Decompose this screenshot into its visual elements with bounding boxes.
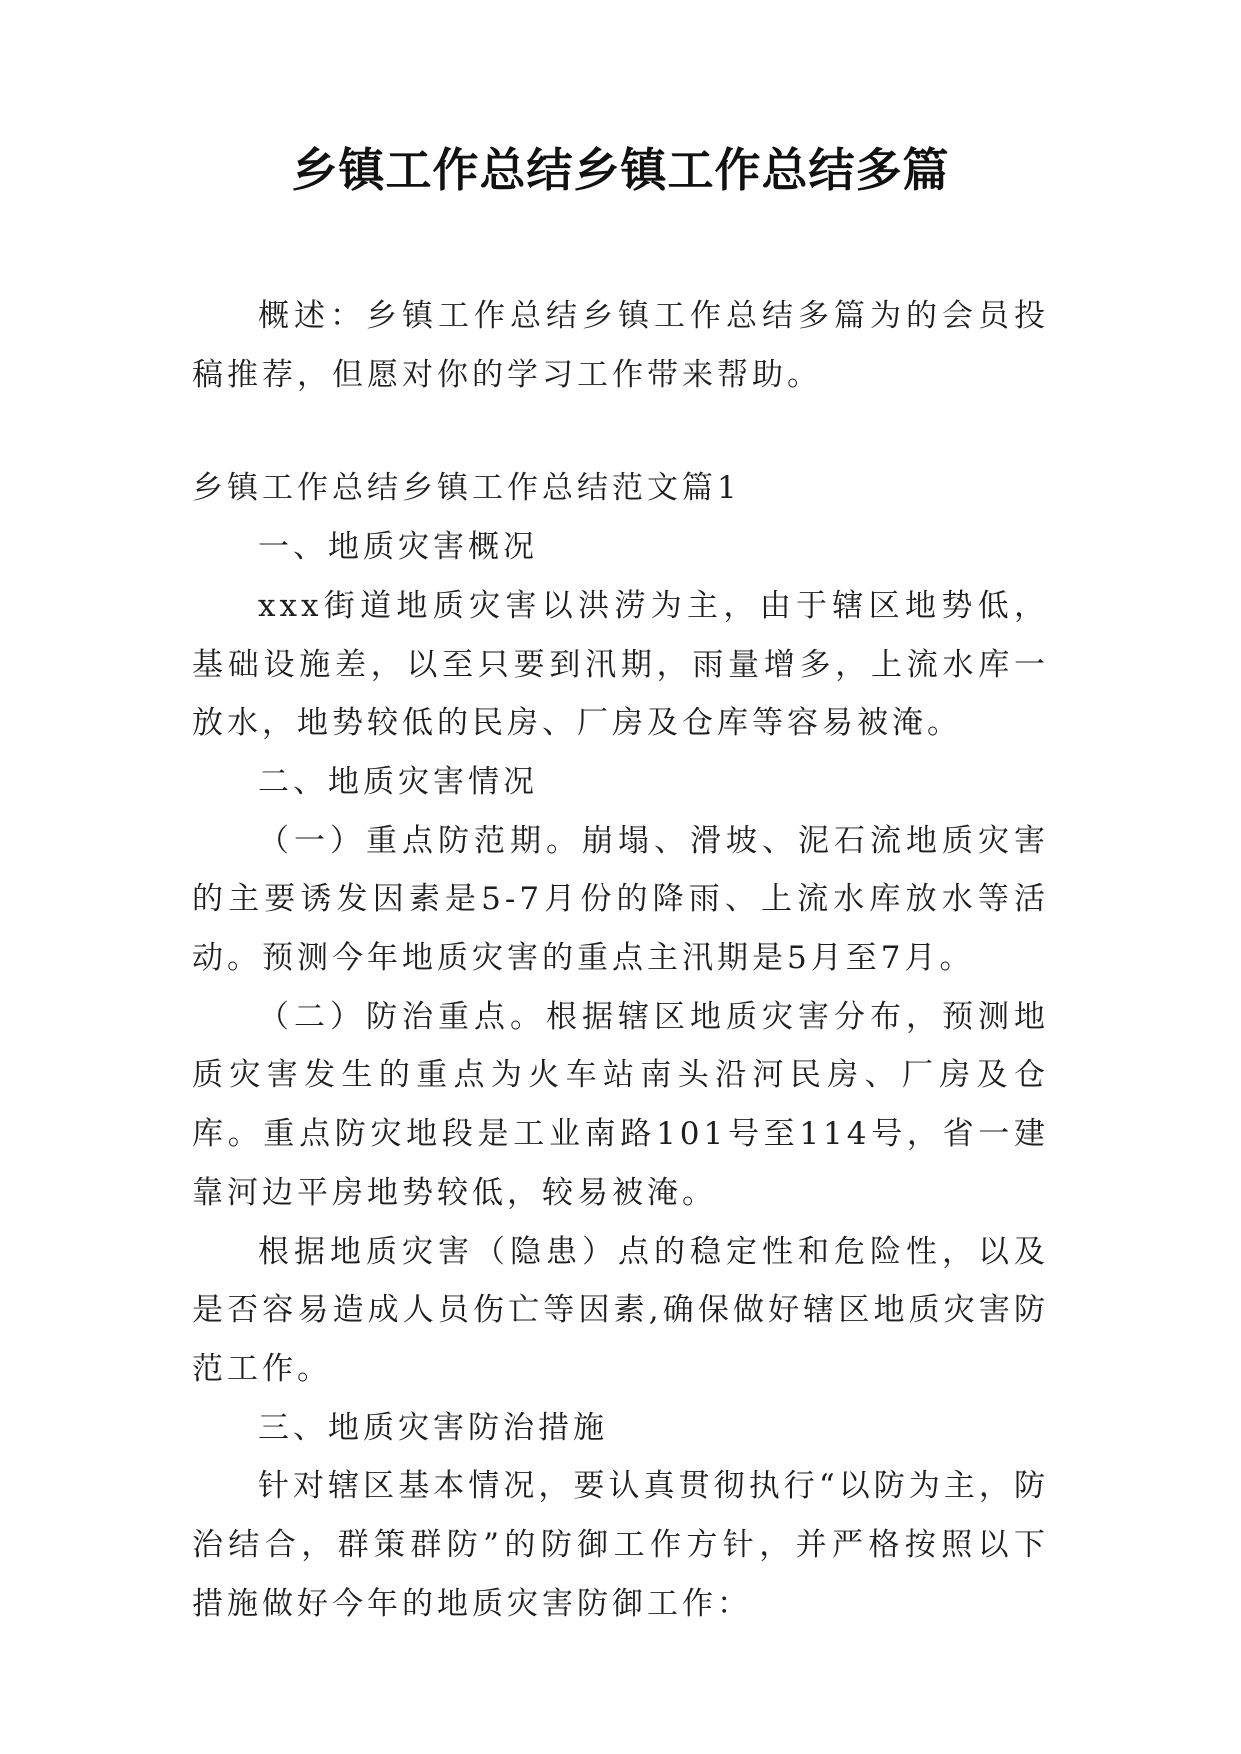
body-heading-3: 三、地质灾害防治措施 (258, 1409, 608, 1446)
body-paragraph: （二）防治重点。根据辖区地质灾害分布，预测地质灾害发生的重点为火车站南头沿河民房、厂房及仓库。重点防灾地段是工业南路101号至114号，省一建靠河边平房地势较低，较易被淹。 (192, 998, 1049, 1211)
summary-paragraph: 概述：乡镇工作总结乡镇工作总结多篇为的会员投稿推荐，但愿对你的学习工作带来帮助。 (192, 298, 1049, 393)
body-heading-1: 一、地质灾害概况 (258, 529, 538, 566)
document-title: 乡镇工作总结乡镇工作总结多篇 (291, 143, 950, 197)
body-paragraph: xxx街道地质灾害以洪涝为主，由于辖区地势低，基础设施差，以至只要到汛期，雨量增多，上流水库一放水，地势较低的民房、厂房及仓库等容易被淹。 (192, 587, 1049, 742)
section-heading: 乡镇工作总结乡镇工作总结范文篇1 (192, 470, 741, 507)
body-paragraph: （一）重点防范期。崩塌、滑坡、泥石流地质灾害的主要诱发因素是5-7月份的降雨、上流水库放水等活动。预测今年地质灾害的重点主汛期是5月至7月。 (192, 822, 1049, 977)
body-heading-2: 二、地质灾害情况 (258, 763, 538, 800)
body-paragraph: 针对辖区基本情况，要认真贯彻执行“以防为主，防治结合，群策群防”的防御工作方针，并严格按照以下措施做好今年的地质灾害防御工作： (192, 1468, 1049, 1622)
document-body (192, 287, 1049, 1633)
body-paragraph: 根据地质灾害（隐患）点的稳定性和危险性，以及是否容易造成人员伤亡等因素,确保做好辖区地质灾害防范工作。 (192, 1233, 1049, 1387)
